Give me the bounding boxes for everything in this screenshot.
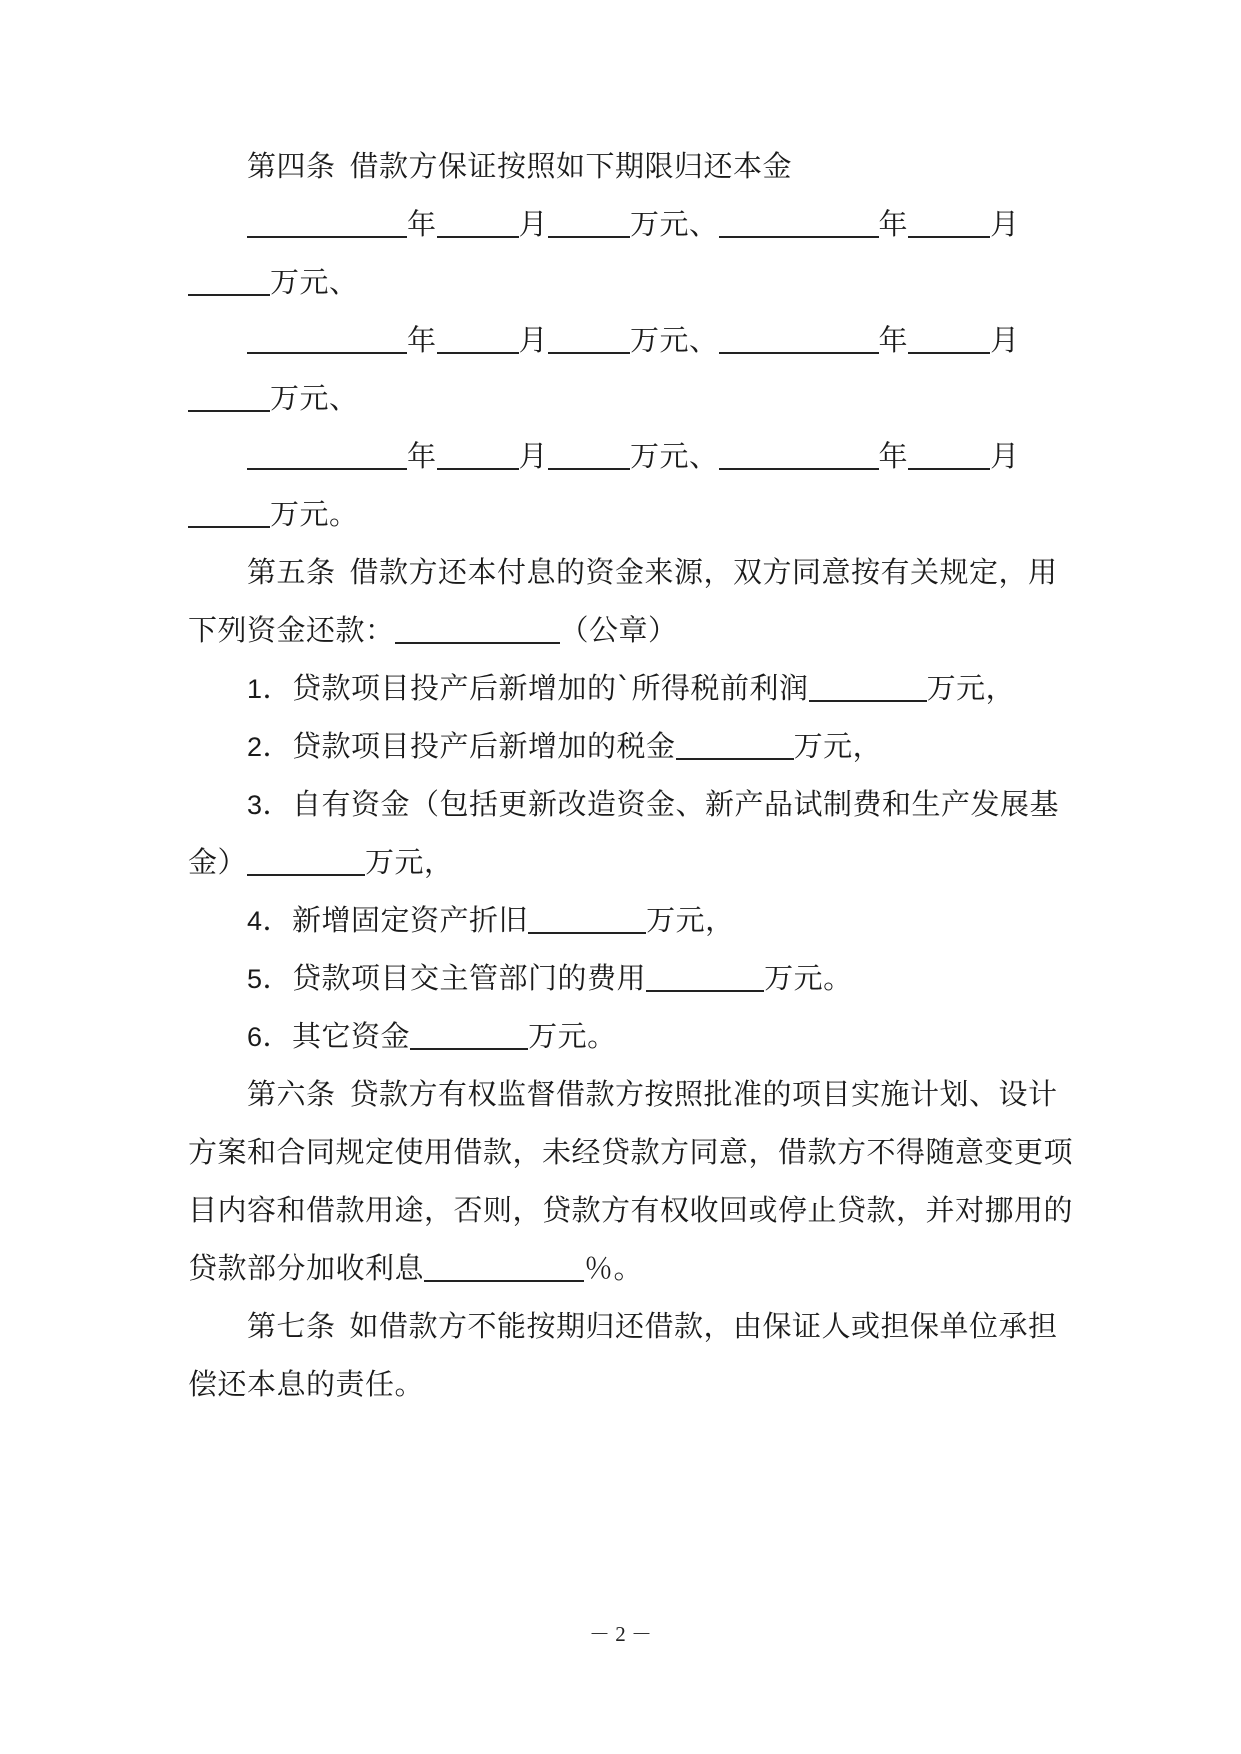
article-4-heading: 第四条 [247,149,336,183]
month-blank[interactable] [437,322,519,354]
schedule-row-1: 年 月 万元、 年 月 [247,202,1127,246]
year-blank[interactable] [247,322,407,354]
amount-blank[interactable] [646,960,764,992]
list-item-cont: 金） 万元， [188,845,454,879]
schedule-row-1-cont: 万元、 [188,260,1068,304]
amount-blank[interactable] [188,264,270,296]
article-4-text: 借款方保证按照如下期限归还本金 [349,149,793,183]
amount-blank[interactable] [188,496,270,528]
article-7-line-1: 第七条 如借款方不能按期归还借款，由保证人或担保单位承担 [247,1309,1058,1343]
schedule-row-2: 年 月 万元、 年 月 [247,318,1127,362]
article-7-heading: 第七条 [247,1309,336,1343]
article-5-heading: 第五条 [247,555,336,589]
month-blank[interactable] [908,206,990,238]
article-5-line-2: 下列资金还款： （公章） [188,613,678,647]
month-blank[interactable] [437,206,519,238]
amount-blank[interactable] [809,670,927,702]
amount-blank[interactable] [528,902,646,934]
year-blank[interactable] [719,438,879,470]
amount-blank[interactable] [188,380,270,412]
year-blank[interactable] [719,206,879,238]
article-6-line-2: 方案和合同规定使用借款，未经贷款方同意，借款方不得随意变更项 [188,1135,1074,1169]
interest-rate-blank[interactable] [424,1250,584,1282]
year-blank[interactable] [247,206,407,238]
list-item: 2．贷款项目投产后新增加的税金 万元， [247,729,883,763]
article-5-line-1: 第五条 借款方还本付息的资金来源，双方同意按有关规定，用 [247,555,1058,589]
year-blank[interactable] [247,438,407,470]
article-6-line-4: 贷款部分加收利息 ％。 [188,1251,644,1285]
list-item: 5．贷款项目交主管部门的费用 万元。 [247,961,853,995]
list-item: 6．其它资金 万元。 [247,1019,617,1053]
amount-blank[interactable] [676,728,794,760]
month-blank[interactable] [908,322,990,354]
amount-blank[interactable] [548,438,630,470]
amount-blank[interactable] [410,1018,528,1050]
article-6-line-3: 目内容和借款用途，否则，贷款方有权收回或停止贷款，并对挪用的 [188,1193,1074,1227]
schedule-row-2-cont: 万元、 [188,376,1068,420]
month-blank[interactable] [437,438,519,470]
seal-blank[interactable] [395,612,560,644]
amount-blank[interactable] [548,206,630,238]
page-number: － 2 － [589,1622,652,1646]
article-4-heading-line [247,144,1127,188]
article-6-heading: 第六条 [247,1077,336,1111]
amount-blank[interactable] [247,844,365,876]
year-blank[interactable] [719,322,879,354]
article-7-line-2: 偿还本息的责任。 [188,1367,425,1401]
schedule-row-3: 年 月 万元、 年 月 [247,434,1127,478]
article-6-line-1: 第六条 贷款方有权监督借款方按照批准的项目实施计划、设计 [247,1077,1058,1111]
list-item: 1．贷款项目投产后新增加的`所得税前利润 万元， [247,671,1016,705]
month-blank[interactable] [908,438,990,470]
list-item: 3．自有资金（包括更新改造资金、新产品试制费和生产发展基 [247,787,1060,821]
schedule-row-3-cont: 万元。 [188,492,1068,536]
amount-blank[interactable] [548,322,630,354]
list-item: 4．新增固定资产折旧 万元， [247,903,735,937]
